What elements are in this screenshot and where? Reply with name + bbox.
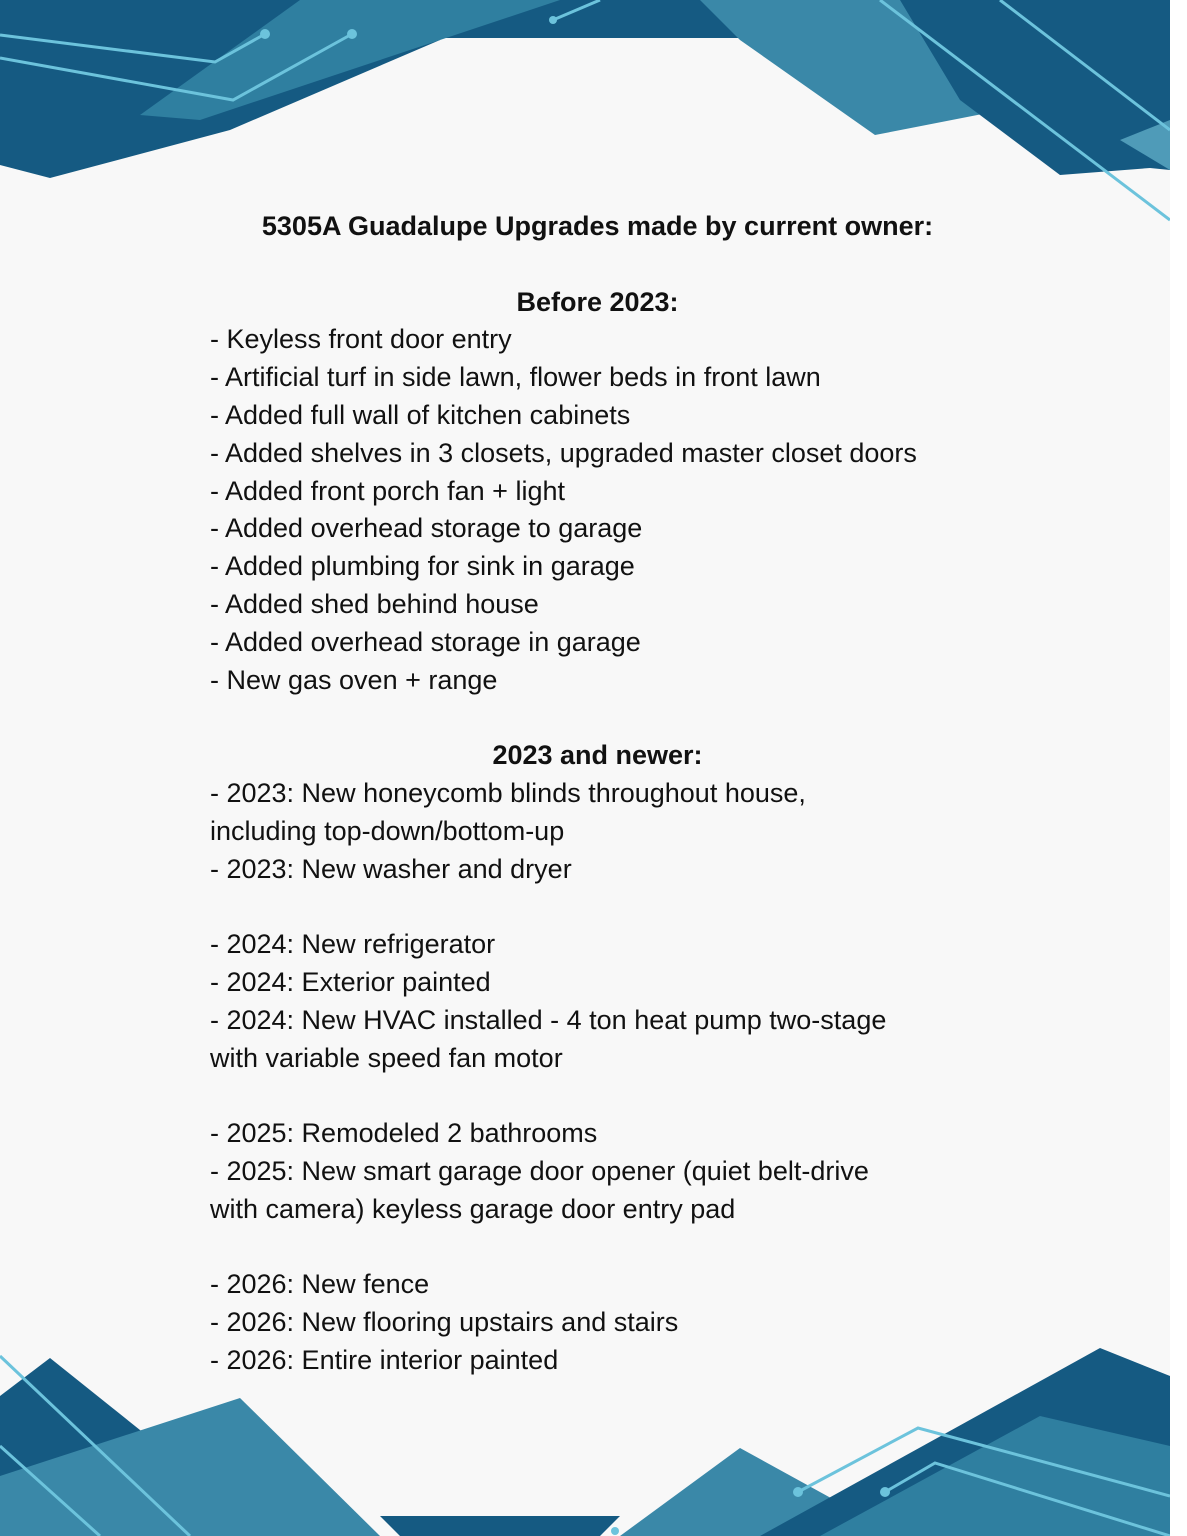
list-item: - 2026: Entire interior painted [210, 1344, 559, 1375]
list-item: - Added plumbing for sink in garage [210, 551, 635, 582]
list-item: with variable speed fan motor [210, 1042, 563, 1073]
list-item: - 2023: New washer and dryer [210, 853, 572, 884]
list-item: - 2026: New fence [210, 1269, 430, 1300]
section-heading-before-2023: Before 2023: [516, 286, 679, 317]
list-item: - Added shed behind house [210, 588, 539, 619]
list-item: - 2026: New flooring upstairs and stairs [210, 1307, 679, 1338]
list-item: - 2024: New refrigerator [210, 929, 496, 960]
document-title: 5305A Guadalupe Upgrades made by current owner: [261, 211, 934, 241]
section-heading-2023-and-newer: 2023 and newer: [492, 740, 703, 771]
top-geometric-banner [0, 0, 1170, 240]
bottom-node-1 [793, 1487, 803, 1497]
list-item: - Keyless front door entry [210, 324, 512, 355]
top-node-3 [549, 16, 557, 24]
list-item: - Artificial turf in side lawn, flower beds in front lawn [210, 362, 821, 393]
list-item: - Added shelves in 3 closets, upgraded master closet doors [210, 437, 917, 468]
upgrades-document [210, 208, 990, 1380]
bottom-geometric-banner [0, 1336, 1170, 1536]
list-item: including top-down/bottom-up [210, 815, 565, 846]
list-item: - 2023: New honeycomb blinds throughout house, [210, 777, 806, 808]
list-item: - Added overhead storage in garage [210, 626, 641, 657]
list-item: - 2024: Exterior painted [210, 966, 491, 997]
list-item: - Added front porch fan + light [210, 475, 565, 506]
list-item: - Added full wall of kitchen cabinets [210, 399, 631, 430]
list-item: - New gas oven + range [210, 664, 498, 695]
group-spacer [210, 888, 990, 926]
bottom-node-2 [880, 1487, 890, 1497]
group-spacer [210, 1077, 990, 1115]
group-spacer [210, 1229, 990, 1267]
list-item: with camera) keyless garage door entry pad [210, 1193, 736, 1224]
list-item: - Added overhead storage to garage [210, 513, 643, 544]
list-item: - 2024: New HVAC installed - 4 ton heat pump two-stage [210, 1004, 887, 1035]
list-item: - 2025: Remodeled 2 bathrooms [210, 1118, 598, 1149]
list-item: - 2025: New smart garage door opener (quiet belt-drive [210, 1155, 869, 1186]
top-node-1 [260, 29, 270, 39]
bottom-node-3 [611, 1527, 619, 1535]
bottom-shape-center-dark [380, 1516, 620, 1536]
top-node-2 [347, 29, 357, 39]
